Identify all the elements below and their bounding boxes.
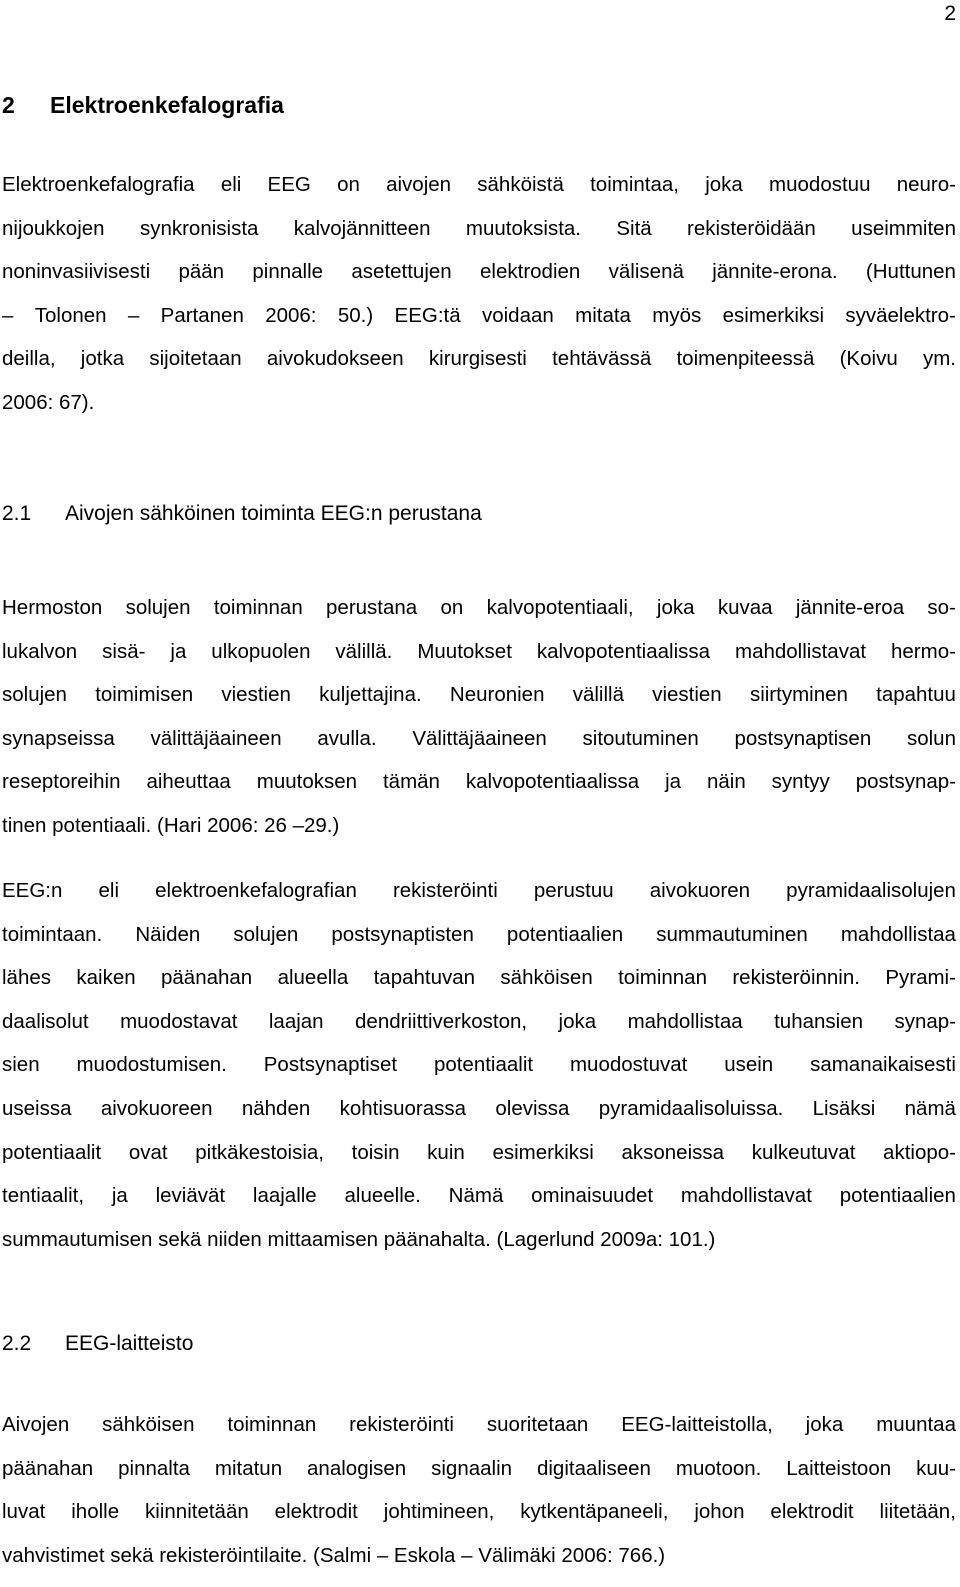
intro-paragraph <box>2 173 956 435</box>
text-line: toimintaan. Näiden solujen postsynaptisten potentiaalien summautuminen mahdollistaa <box>2 922 956 946</box>
text-line: nijoukkojen synkronisista kalvojännitteen muutoksista. Sitä rekisteröidään useimmiten <box>2 216 956 240</box>
section-2-2-number: 2.2 <box>2 1332 32 1355</box>
text-line: deilla, jotka sijoitetaan aivokudokseen kirurgisesti tehtävässä toimenpiteessä (Koivu ym. <box>2 347 956 371</box>
text-line: luvat iholle kiinnitetään elektrodit johtimineen, kytkentäpaneeli, johon elektrodit liitetään, <box>2 1500 956 1524</box>
chapter-heading <box>2 90 284 120</box>
text-line: Hermoston solujen toiminnan perustana on kalvopotentiaali, joka kuvaa jännite-eroa so- <box>2 596 956 619</box>
text-line: vahvistimet sekä rekisteröintilaite. (Salmi – Eskola – Välimäki 2006: 766.) <box>2 1543 666 1567</box>
text-line: summautumisen sekä niiden mittaamisen päänahalta. (Lagerlund 2009a: 101.) <box>2 1227 716 1251</box>
section-2-1-title: Aivojen sähköinen toiminta EEG:n perustana <box>65 502 482 525</box>
section-2-1-number: 2.1 <box>2 502 32 525</box>
section-2-1-paragraph-2 <box>2 879 956 1271</box>
text-line: daalisolut muodostavat laajan dendriittiverkoston, joka mahdollistaa tuhansien synap- <box>2 1009 956 1033</box>
section-2-2-paragraph-1 <box>2 1413 956 1587</box>
text-line: solujen toimimisen viestien kuljettajina. Neuronien välillä viestien siirtyminen tapahtuu <box>2 683 956 707</box>
text-line: tinen potentiaali. (Hari 2006: 26 –29.) <box>2 813 340 837</box>
section-2-2-heading <box>2 1330 193 1358</box>
text-line: lähes kaiken päänahan alueella tapahtuvan sähköisen toiminnan rekisteröinnin. Pyrami- <box>2 966 956 990</box>
text-line: sien muodostumisen. Postsynaptiset potentiaalit muodostuvat usein samanaikaisesti <box>2 1053 956 1077</box>
text-line: synapseissa välittäjäaineen avulla. Välittäjäaineen sitoutuminen postsynaptisen solun <box>2 726 956 750</box>
text-line: potentiaalit ovat pitkäkestoisia, toisin kuin esimerkiksi aksoneissa kulkeutuvat aktiopo- <box>2 1140 956 1164</box>
chapter-number: 2 <box>2 92 15 118</box>
text-line: päänahan pinnalta mitatun analogisen signaalin digitaaliseen muotoon. Laitteistoon kuu- <box>2 1456 956 1480</box>
text-line: 2006: 67). <box>2 390 95 414</box>
page-number: 2 <box>944 2 956 25</box>
text-line: lukalvon sisä- ja ulkopuolen välillä. Muutokset kalvopotentiaalissa mahdollistavat hermo- <box>2 639 956 663</box>
text-line: noninvasiivisesti pään pinnalle asetettujen elektrodien välisenä jännite-erona. (Huttunen <box>2 260 956 284</box>
text-line: Elektroenkefalografia eli EEG on aivojen sähköistä toimintaa, joka muodostuu neuro- <box>2 173 956 196</box>
section-2-1-heading <box>2 500 482 528</box>
text-line: tentiaalit, ja leviävät laajalle alueelle. Nämä ominaisuudet mahdollistavat potentiaalien <box>2 1184 956 1208</box>
chapter-title: Elektroenkefalografia <box>50 92 284 118</box>
text-line: EEG:n eli elektroenkefalografian rekisteröinti perustuu aivokuoren pyramidaalisolujen <box>2 879 956 902</box>
text-line: reseptoreihin aiheuttaa muutoksen tämän kalvopotentiaalissa ja näin syntyy postsynap- <box>2 770 956 794</box>
text-line: – Tolonen – Partanen 2006: 50.) EEG:tä voidaan mitata myös esimerkiksi syväelektro- <box>2 303 956 327</box>
text-line: Aivojen sähköisen toiminnan rekisteröinti suoritetaan EEG-laitteistolla, joka muuntaa <box>2 1413 956 1436</box>
section-2-1-paragraph-1 <box>2 596 956 858</box>
text-line: useissa aivokuoreen nähden kohtisuorassa olevissa pyramidaalisoluissa. Lisäksi nämä <box>2 1096 956 1120</box>
section-2-2-title: EEG-laitteisto <box>65 1332 194 1355</box>
